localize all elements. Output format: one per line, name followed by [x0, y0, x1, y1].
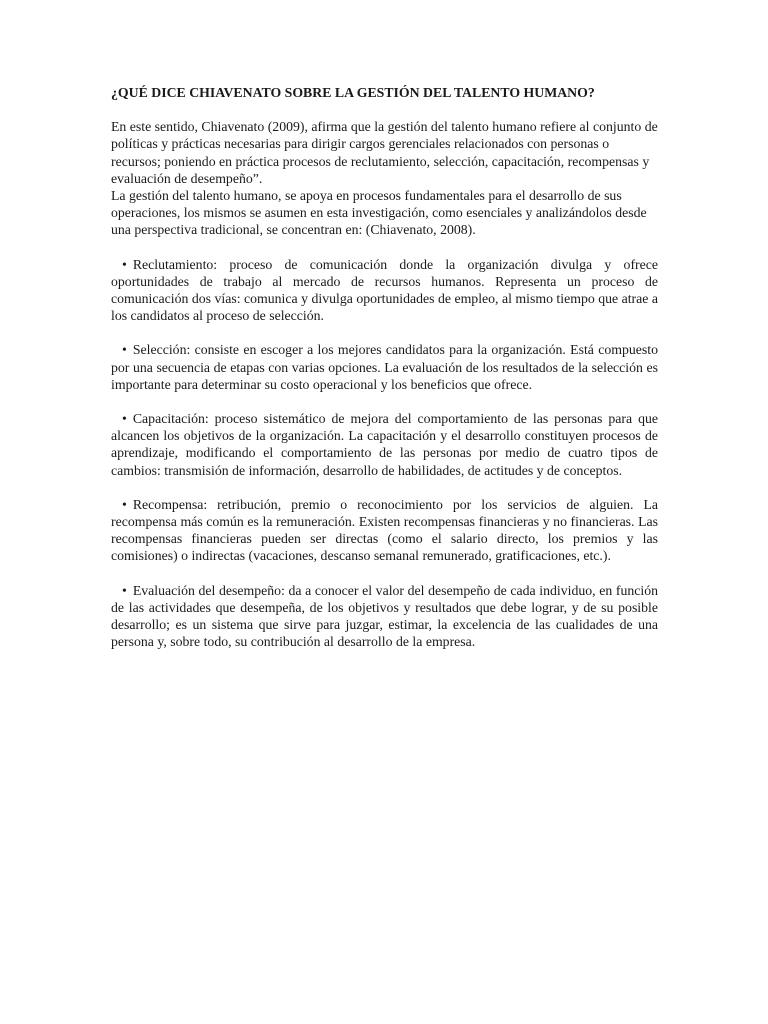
bullet-icon: • [122, 411, 127, 427]
bullet-icon: • [122, 582, 127, 598]
bullet-item-evaluacion [111, 582, 658, 651]
bullet-item-capacitacion [111, 410, 658, 479]
bullet-item-reclutamiento [111, 256, 658, 325]
bullet-text: Recompensa: retribución, premio o reconocimiento por los servicios de alguien. La recompensa más común es la remuneración. Existen recompensas financieras y no financieras. Las recompensas financieras pueden ser directas (como el salario directo, los premios y las comisiones) o indirectas (vacaciones, descanso semanal remunerado, gratificaciones, etc.). [111, 496, 658, 564]
bullet-item-recompensa [111, 496, 658, 565]
bullet-icon: • [122, 496, 127, 512]
bullet-text: Reclutamiento: proceso de comunicación donde la organización divulga y ofrece oportunidades de trabajo al mercado de recursos humanos. Representa un proceso de comunicación dos vías: comunica y divulga oportunidades de empleo, al mismo tiempo que atrae a los candidatos al proceso de selección. [111, 256, 658, 324]
bullet-icon: • [122, 342, 127, 358]
intro-paragraph: En este sentido, Chiavenato (2009), afirma que la gestión del talento humano refiere al conjunto de políticas y prácticas necesarias para dirigir cargos gerenciales relacionados con personas o recursos; poniendo en práctica procesos de reclutamiento, selección, capacitación, recompensas y evaluación de desempeño”. [111, 119, 658, 186]
bullet-icon: • [122, 256, 127, 272]
bullet-text: Capacitación: proceso sistemático de mejora del comportamiento de las personas para que alcancen los objetivos de la organización. La capacitación y el desarrollo constituyen procesos de aprendizaje, modificando el comportamiento de las personas por medio de cuatro tipos de cambios: transmisión de información, desarrollo de habilidades, de actitudes y de conceptos. [111, 411, 658, 478]
bullet-list [111, 256, 658, 651]
bullet-text: Selección: consiste en escoger a los mejores candidatos para la organización. Está compuesto por una secuencia de etapas con varias opciones. La evaluación de los resultados de la selección es importante para determinar su costo operacional y los beneficios que ofrece. [111, 342, 658, 392]
document-page [111, 84, 658, 667]
intro-paragraph: La gestión del talento humano, se apoya en procesos fundamentales para el desarrollo de sus operaciones, los mismos se asumen en esta investigación, como esenciales y analizándolos desde una perspectiva tradicional, se concentran en: (Chiavenato, 2008). [111, 188, 647, 238]
intro-section [111, 118, 658, 238]
document-title: ¿QUÉ DICE CHIAVENATO SOBRE LA GESTIÓN DEL TALENTO HUMANO? [111, 85, 595, 100]
bullet-item-seleccion [111, 341, 658, 393]
bullet-text: Evaluación del desempeño: da a conocer el valor del desempeño de cada individuo, en función de las actividades que desempeña, de los objetivos y resultados que debe lograr, y de su posible desarrollo; es un sistema que sirve para juzgar, estimar, la excelencia de las cualidades de una persona y, sobre todo, su contribución al desarrollo de la empresa. [111, 582, 658, 650]
